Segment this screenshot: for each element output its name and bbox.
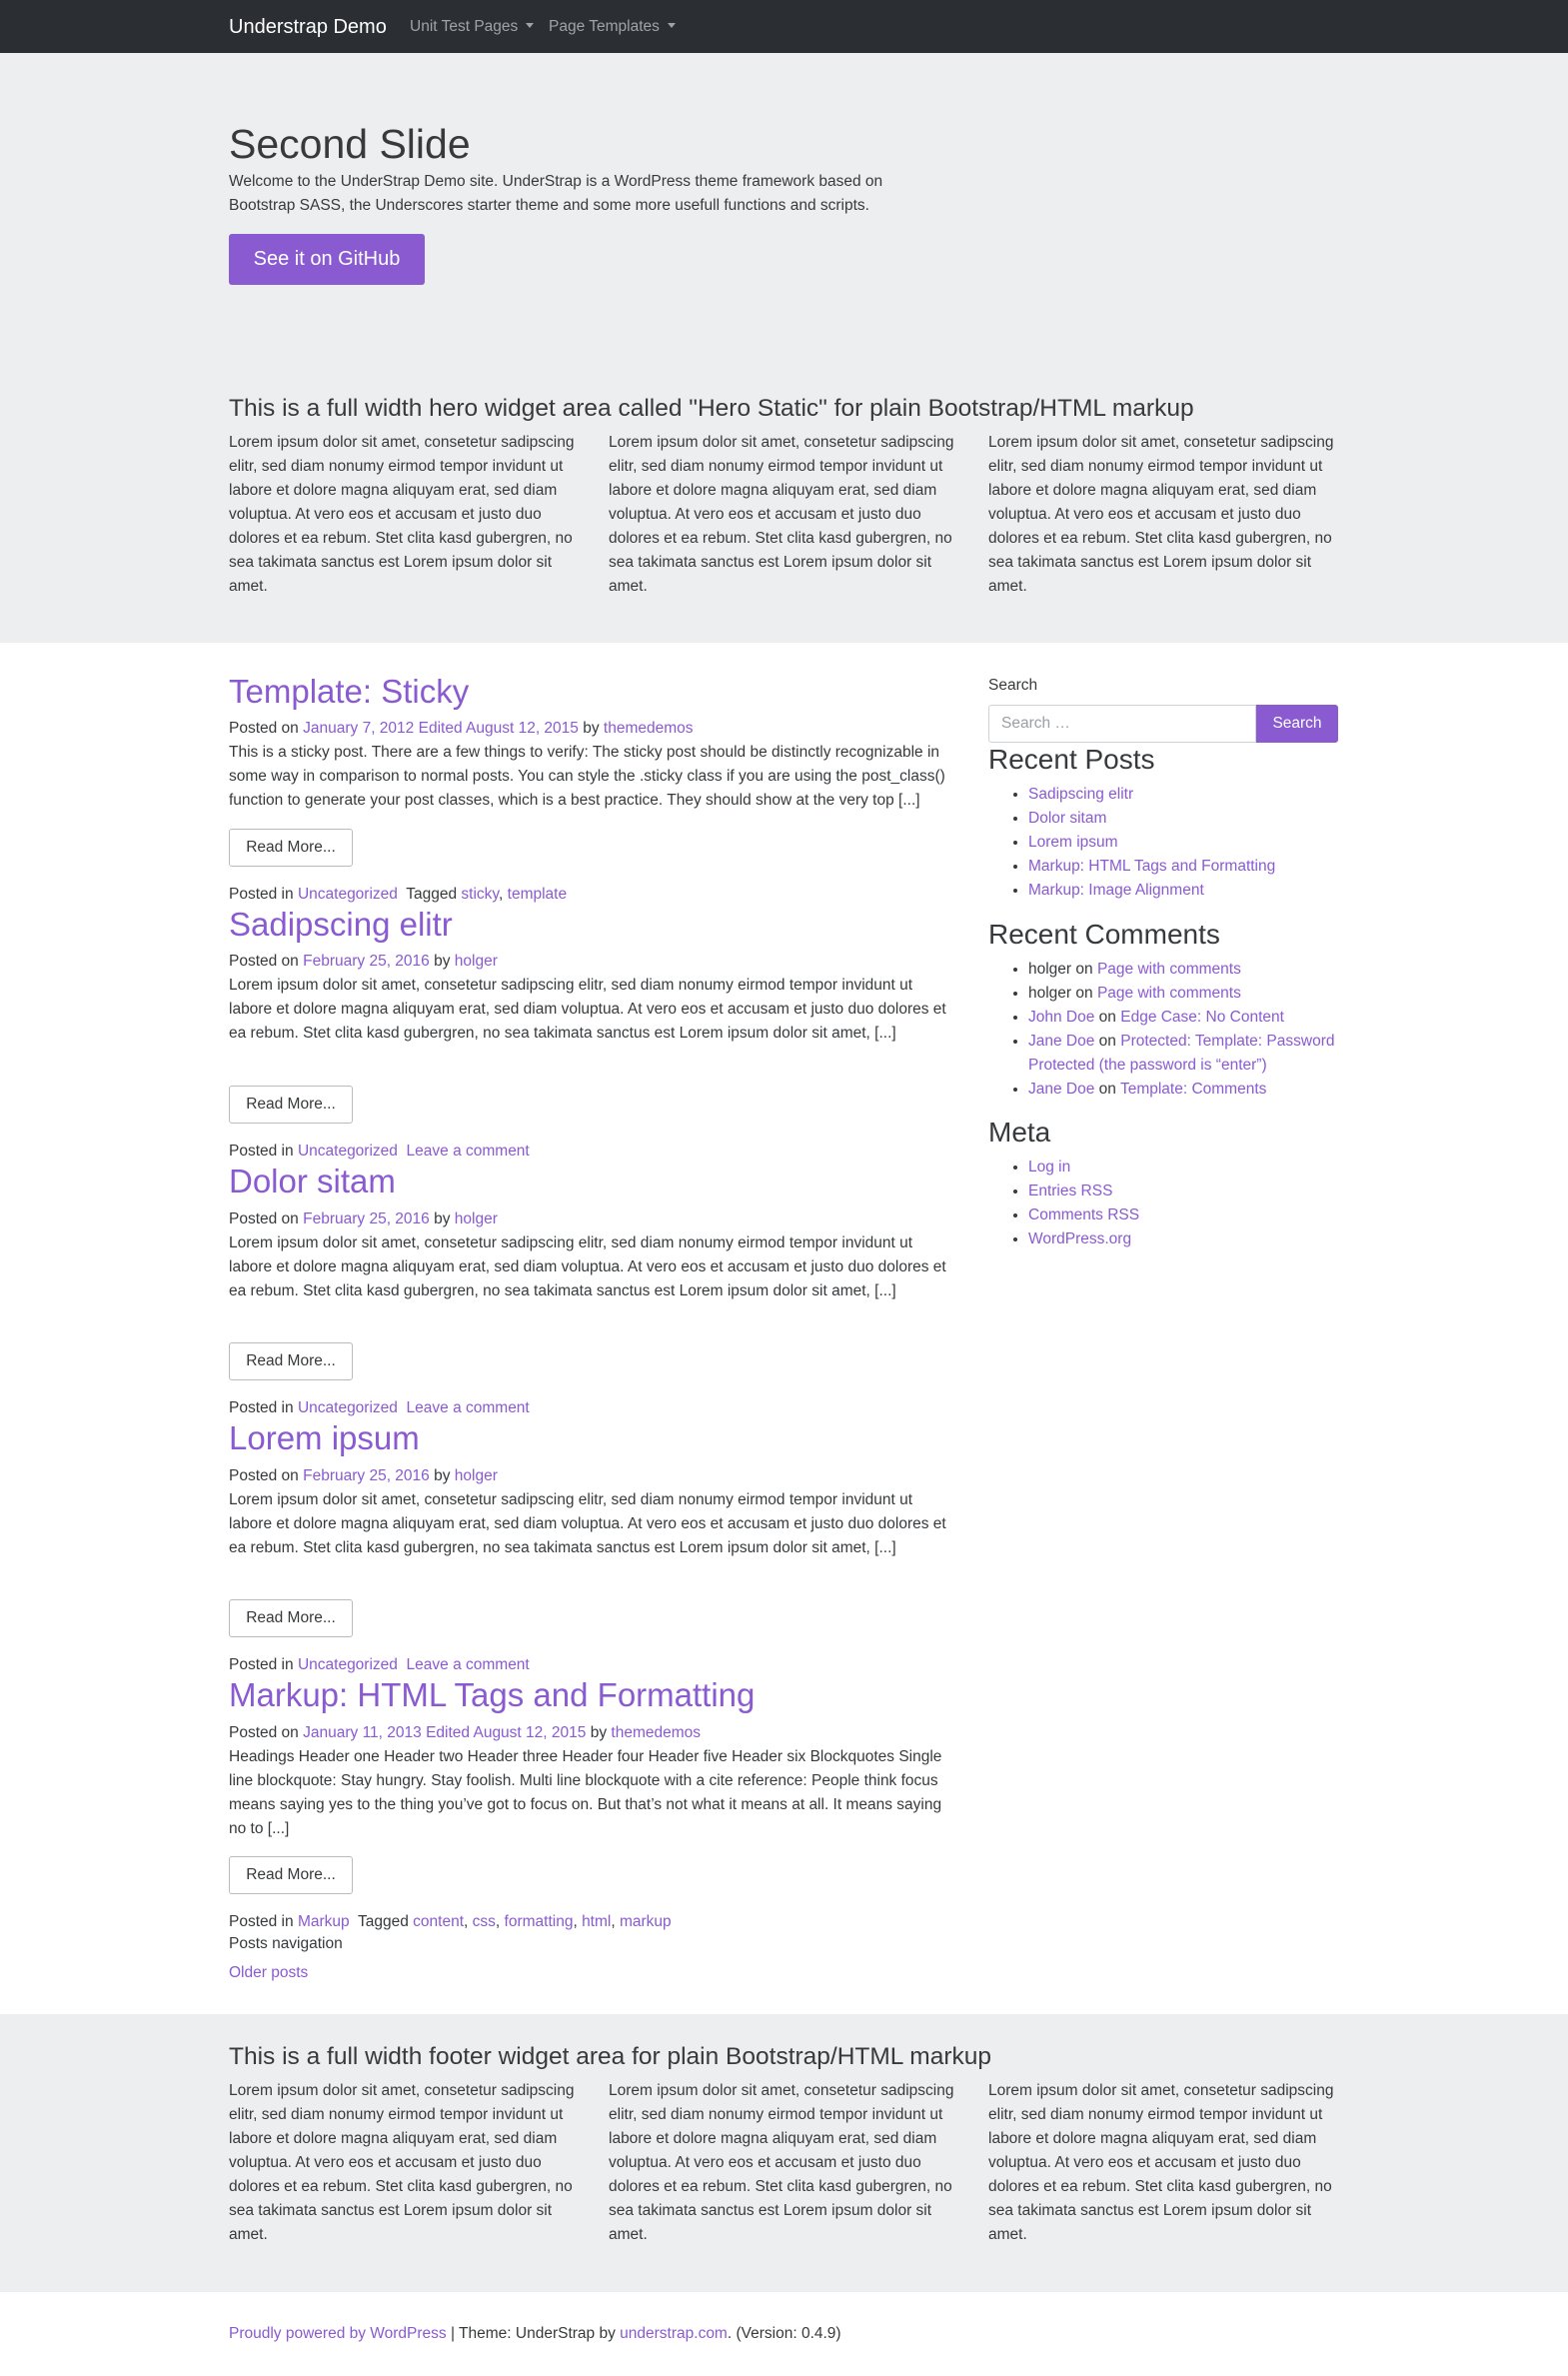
on-label: on [1098,1033,1116,1050]
leave-comment-link[interactable]: Leave a comment [406,1399,530,1416]
category-link[interactable]: Markup [297,1913,350,1930]
post-date-link[interactable]: February 25, 2016 [303,953,430,970]
recent-post-link[interactable]: Lorem ipsum [1028,834,1118,851]
posts-navigation-label: Posts navigation [229,1935,343,1952]
post-date-link[interactable]: February 25, 2016 [303,1467,430,1484]
meta-heading: Meta [988,1117,1051,1148]
tag-link[interactable]: content [413,1913,465,1930]
recent-post-link[interactable]: Sadipscing elitr [1028,786,1134,803]
posted-in-label: Posted in [229,1656,294,1673]
posted-on-label: Posted on [229,1210,299,1227]
older-posts-link[interactable]: Older posts [229,1964,309,1981]
post-meta [229,717,694,741]
post-title[interactable]: Sadipscing elitr [229,906,453,943]
post-meta [229,1207,498,1231]
post-author-link[interactable]: holger [454,1467,498,1484]
category-link[interactable]: Uncategorized [297,1656,398,1673]
list-item [1028,855,1348,879]
recent-comments-list [1028,958,1348,1102]
by-label: by [434,1210,451,1227]
comment-author-link[interactable]: John Doe [1028,1009,1095,1026]
post-date-link[interactable] [303,1724,586,1741]
comment-post-link[interactable]: Protected: Template: Password Protected (the password is “enter”) [1028,1033,1335,1074]
comment-author: holger [1028,961,1072,978]
post-edited: Edited August 12, 2015 [418,720,579,737]
recent-post-link[interactable]: Markup: Image Alignment [1028,882,1204,899]
footer-widget-area [0,2014,1568,2292]
post-footer [229,1396,530,1420]
leave-comment-link[interactable]: Leave a comment [406,1143,530,1160]
list-item [1028,1156,1348,1180]
post-footer: Posted in Markup Tagged content, css, formatting, html, markup [229,1913,672,1930]
post-title[interactable]: Markup: HTML Tags and Formatting [229,1676,756,1713]
footer-widget-title: This is a full width footer widget area for plain Bootstrap/HTML markup [229,2043,992,2070]
post-footer [229,1653,530,1677]
list-item [1028,807,1348,831]
read-more-button[interactable]: Read More... [229,1086,353,1124]
powered-by-link[interactable]: Proudly powered by WordPress [229,2325,447,2342]
read-more-button[interactable]: Read More... [229,1342,353,1380]
post-edited: Edited August 12, 2015 [426,1724,587,1741]
site-brand[interactable]: Understrap Demo [229,16,387,38]
category-link[interactable]: Uncategorized [297,886,398,903]
read-more-button[interactable]: Read More... [229,1856,353,1894]
list-item [1028,1030,1348,1078]
meta-link[interactable]: WordPress.org [1028,1230,1132,1247]
category-link[interactable]: Uncategorized [297,1399,398,1416]
post-title[interactable]: Template: Sticky [229,673,470,710]
hero-static-column: Lorem ipsum dolor sit amet, consetetur sadipscing elitr, sed diam nonumy eirmod tempor invidunt ut labore et dolore magna aliquyam erat, sed diam voluptua. At vero eos et accusam et justo duo dolores et ea rebum. Stet clita kasd gubergren, no sea takimata sanctus est Lorem ipsum dolor sit amet. [229,434,575,595]
by-label: by [590,1724,608,1741]
hero-section [0,53,1568,643]
post-author-link[interactable]: themedemos [611,1724,701,1741]
list-item [1028,783,1348,807]
footer-widget-column: Lorem ipsum dolor sit amet, consetetur sadipscing elitr, sed diam nonumy eirmod tempor invidunt ut labore et dolore magna aliquyam erat, sed diam voluptua. At vero eos et accusam et justo duo dolores et ea rebum. Stet clita kasd gubergren, no sea takimata sanctus est Lorem ipsum dolor sit amet. [229,2082,575,2243]
nav-menu-label: Page Templates [549,18,660,35]
hero-static-title: This is a full width hero widget area called "Hero Static" for plain Bootstrap/HTML markup [229,395,1194,422]
meta-list [1028,1156,1348,1251]
hero-static-column: Lorem ipsum dolor sit amet, consetetur sadipscing elitr, sed diam nonumy eirmod tempor invidunt ut labore et dolore magna aliquyam erat, sed diam voluptua. At vero eos et accusam et justo duo dolores et ea rebum. Stet clita kasd gubergren, no sea takimata sanctus est Lorem ipsum dolor sit amet. [988,434,1334,595]
post-title[interactable]: Dolor sitam [229,1163,396,1199]
by-label: by [434,953,451,970]
on-label: on [1075,961,1093,978]
recent-post-link[interactable]: Dolor sitam [1028,810,1107,827]
tag-link[interactable]: sticky [461,886,500,903]
theme-link[interactable]: understrap.com [620,2325,728,2342]
theme-label: | Theme: UnderStrap by [446,2325,621,2342]
site-info [229,2322,841,2346]
tag-link[interactable]: template [507,886,568,903]
posted-in-label: Posted in [229,886,294,903]
github-button[interactable]: See it on GitHub [229,234,425,285]
recent-post-link[interactable]: Markup: HTML Tags and Formatting [1028,858,1276,875]
recent-posts-heading: Recent Posts [988,744,1155,775]
post-excerpt: Lorem ipsum dolor sit amet, consetetur sadipscing elitr, sed diam nonumy eirmod tempor invidunt ut labore et dolore magna aliquyam erat, sed diam voluptua. At vero eos et accusam et justo duo dolores et ea rebum. Stet clita kasd gubergren, no sea takimata sanctus est Lorem ipsum dolor sit amet, [...] [229,1491,946,1556]
post-meta [229,1464,498,1488]
post-excerpt: Lorem ipsum dolor sit amet, consetetur sadipscing elitr, sed diam nonumy eirmod tempor invidunt ut labore et dolore magna aliquyam erat, sed diam voluptua. At vero eos et accusam et justo duo dolores et ea rebum. Stet clita kasd gubergren, no sea takimata sanctus est Lorem ipsum dolor sit amet, [...] [229,977,946,1042]
tag-link[interactable]: html [582,1913,612,1930]
posted-on-label: Posted on [229,953,299,970]
footer-widget-column: Lorem ipsum dolor sit amet, consetetur sadipscing elitr, sed diam nonumy eirmod tempor invidunt ut labore et dolore magna aliquyam erat, sed diam voluptua. At vero eos et accusam et justo duo dolores et ea rebum. Stet clita kasd gubergren, no sea takimata sanctus est Lorem ipsum dolor sit amet. [609,2082,954,2243]
by-label: by [434,1467,451,1484]
post-date: January 11, 2013 [303,1724,422,1741]
list-item [1028,958,1348,982]
top-navbar [0,0,1568,53]
nav-menu-page-templates[interactable] [549,16,676,38]
hero-static-column: Lorem ipsum dolor sit amet, consetetur sadipscing elitr, sed diam nonumy eirmod tempor invidunt ut labore et dolore magna aliquyam erat, sed diam voluptua. At vero eos et accusam et justo duo dolores et ea rebum. Stet clita kasd gubergren, no sea takimata sanctus est Lorem ipsum dolor sit amet. [609,434,954,595]
tag-link[interactable]: css [472,1913,496,1930]
list-item [1028,1227,1348,1251]
post-date: January 7, 2012 [303,720,415,737]
posted-on-label: Posted on [229,1467,299,1484]
comment-post-link[interactable]: Page with comments [1096,961,1241,978]
meta-link[interactable]: Log in [1028,1159,1071,1176]
meta-link[interactable]: Entries RSS [1028,1183,1113,1199]
post-author-link[interactable]: holger [454,953,498,970]
version-label: . (Version: 0.4.9) [727,2325,841,2342]
nav-menu-label: Unit Test Pages [410,18,519,35]
post-author-link[interactable]: holger [454,1210,498,1227]
comment-post-link[interactable]: Page with comments [1096,985,1241,1002]
recent-posts-list [1028,783,1348,903]
meta-link[interactable]: Comments RSS [1028,1206,1140,1223]
on-label: on [1098,1009,1116,1026]
list-item [1028,982,1348,1006]
posted-on-label: Posted on [229,720,299,737]
slide-title: Second Slide [229,121,471,167]
post-excerpt: This is a sticky post. There are a few things to verify: The sticky post should be distinctly recognizable in some way in comparison to normal posts. You can style the .sticky class if you are using the post_class() function to generate your post classes, which is a best practice. They should show at the very top [...] [229,744,945,809]
comment-author-link[interactable]: Jane Doe [1028,1033,1095,1050]
list-item [1028,1078,1348,1102]
post-author-link[interactable]: themedemos [603,720,694,737]
post-footer: Posted in Uncategorized Tagged sticky, template [229,886,568,903]
search-label: Search [988,677,1038,694]
comment-post-link[interactable]: Template: Comments [1119,1081,1267,1098]
posted-in-label: Posted in [229,1143,294,1160]
post-date-link[interactable]: February 25, 2016 [303,1210,430,1227]
on-label: on [1075,985,1093,1002]
by-label: by [583,720,600,737]
comment-author-link[interactable]: Jane Doe [1028,1081,1095,1098]
posted-on-label: Posted on [229,1724,299,1741]
list-item [1028,879,1348,903]
posted-in-label: Posted in [229,1399,294,1416]
list-item [1028,1006,1348,1030]
read-more-button[interactable]: Read More... [229,829,353,867]
recent-comments-heading: Recent Comments [988,919,1220,950]
post-footer [229,1140,530,1164]
search-input[interactable]: Search … [988,705,1256,743]
tagged-label: Tagged [406,886,458,903]
post-date-link[interactable] [303,720,579,737]
comment-author: holger [1028,985,1072,1002]
read-more-button[interactable]: Read More... [229,1599,353,1637]
list-item [1028,831,1348,855]
comment-post-link[interactable]: Edge Case: No Content [1120,1009,1284,1026]
caret-down-icon [668,23,676,28]
category-link[interactable]: Uncategorized [297,1143,398,1160]
post-title[interactable]: Lorem ipsum [229,1419,420,1456]
post-meta [229,1721,701,1745]
tagged-label: Tagged [357,1913,409,1930]
leave-comment-link[interactable]: Leave a comment [406,1656,530,1673]
on-label: on [1098,1081,1116,1098]
post-meta [229,950,498,974]
search-button[interactable]: Search [1256,705,1338,743]
tag-link[interactable]: formatting [504,1913,574,1930]
post-excerpt: Headings Header one Header two Header three Header four Header five Header six Blockquotes Single line blockquote: Stay hungry. Stay foolish. Multi line blockquote with a cite reference: People think focus means saying yes to the thing you’ve got to focus on. But that’s not what it means at all. It means saying no to [...] [229,1748,942,1837]
list-item [1028,1203,1348,1227]
tag-link[interactable]: markup [619,1913,672,1930]
list-item [1028,1180,1348,1203]
nav-menu-unit-test-pages[interactable] [410,16,534,38]
caret-down-icon [526,23,534,28]
posted-in-label: Posted in [229,1913,294,1930]
footer-widget-column: Lorem ipsum dolor sit amet, consetetur sadipscing elitr, sed diam nonumy eirmod tempor invidunt ut labore et dolore magna aliquyam erat, sed diam voluptua. At vero eos et accusam et justo duo dolores et ea rebum. Stet clita kasd gubergren, no sea takimata sanctus est Lorem ipsum dolor sit amet. [988,2082,1334,2243]
post-excerpt: Lorem ipsum dolor sit amet, consetetur sadipscing elitr, sed diam nonumy eirmod tempor invidunt ut labore et dolore magna aliquyam erat, sed diam voluptua. At vero eos et accusam et justo duo dolores et ea rebum. Stet clita kasd gubergren, no sea takimata sanctus est Lorem ipsum dolor sit amet, [...] [229,1234,946,1299]
slide-lead: Welcome to the UnderStrap Demo site. UnderStrap is a WordPress theme framework based on Bootstrap SASS, the Underscores starter theme and some more usefull functions and scripts. [229,173,883,214]
